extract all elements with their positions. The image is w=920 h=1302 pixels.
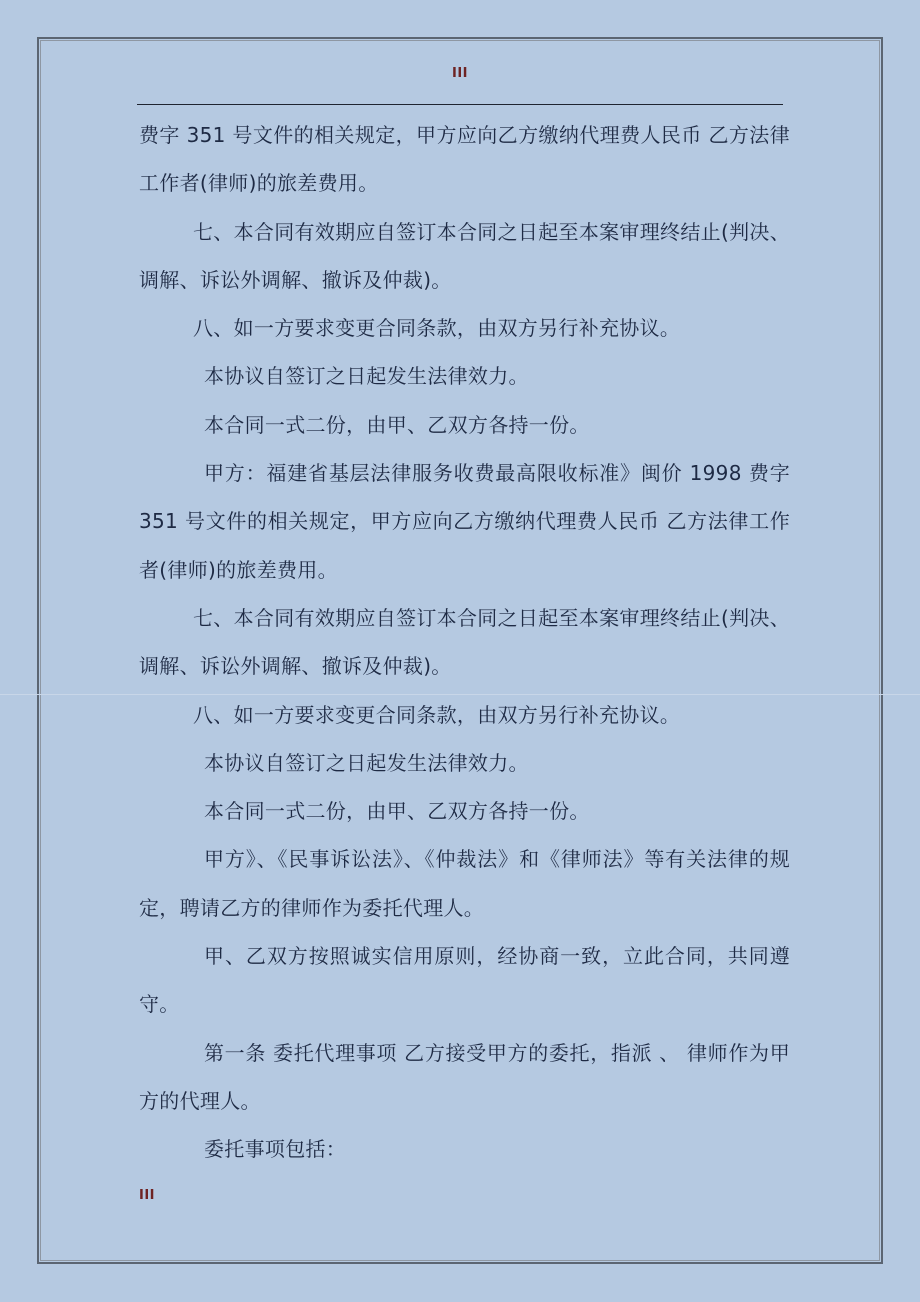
- paragraph: 本合同一式二份，由甲、乙双方各持一份。: [204, 799, 590, 824]
- paragraph: 费字 351 号文件的相关规定，甲方应向乙方缴纳代理费人民币 乙方法律工作者(律师)的旅差费用。: [139, 123, 790, 196]
- paragraph: 甲、乙双方按照诚实信用原则，经协商一致，立此合同，共同遵守。: [139, 944, 790, 1017]
- paragraph: 七、本合同有效期应自签订本合同之日起至本案审理终结止(判决、调解、诉讼外调解、撤诉及仲裁)。: [139, 219, 790, 292]
- paragraph: 本协议自签订之日起发生法律效力。: [204, 750, 529, 775]
- header-mark: III: [451, 66, 468, 81]
- paragraph: 甲方》、《民事诉讼法》、《仲裁法》和《律师法》等有关法律的规定，聘请乙方的律师作为委托代理人。: [139, 847, 790, 920]
- header-rule: [137, 104, 783, 105]
- paragraph: 甲方：福建省基层法律服务收费最高限收标准》闽价 1998 费字 351 号文件的相关规定，甲方应向乙方缴纳代理费人民币 乙方法律工作者(律师)的旅差费用。: [139, 461, 790, 582]
- paragraph: 本合同一式二份，由甲、乙双方各持一份。: [204, 412, 590, 437]
- paragraph: 八、如一方要求变更合同条款，由双方另行补充协议。: [193, 702, 681, 727]
- paragraph: 本协议自签订之日起发生法律效力。: [204, 364, 529, 389]
- paragraph: 委托事项包括：: [204, 1137, 347, 1162]
- footer-mark: III: [139, 1188, 156, 1203]
- paragraph: 第一条 委托代理事项 乙方接受甲方的委托，指派 、 律师作为甲方的代理人。: [139, 1040, 790, 1113]
- paragraph: 八、如一方要求变更合同条款，由双方另行补充协议。: [193, 316, 681, 341]
- document-body: [139, 111, 790, 1174]
- paragraph: 七、本合同有效期应自签订本合同之日起至本案审理终结止(判决、调解、诉讼外调解、撤诉及仲裁)。: [139, 605, 790, 679]
